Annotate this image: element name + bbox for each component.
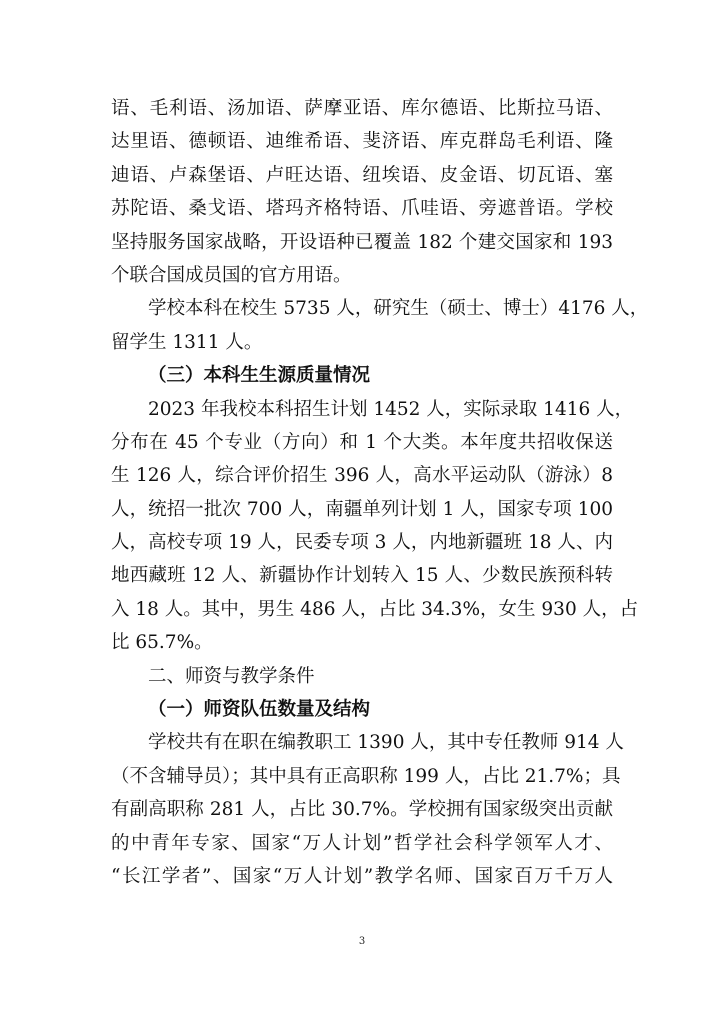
paragraph-line: 个联合国成员国的官方用语。 [111, 264, 352, 286]
paragraph-line: 生 126 人，综合评价招生 396 人，高水平运动队（游泳）8 [111, 465, 613, 487]
paragraph-line: 有副高职称 281 人，占比 30.7%。学校拥有国家级突出贡献 [111, 799, 613, 821]
page-number: 3 [358, 936, 366, 947]
paragraph-line: 2023 年我校本科招生计划 1452 人，实际录取 1416 人， [148, 398, 634, 420]
section-heading: （三）本科生生源质量情况 [148, 365, 371, 387]
document-body [111, 92, 649, 893]
paragraph-line: 人，高校专项 19 人，民委专项 3 人，内地新疆班 18 人、内 [111, 532, 613, 554]
paragraph-line: 地西藏班 12 人、新疆协作计划转入 15 人、少数民族预科转 [111, 565, 613, 587]
paragraph-line: “长江学者”、国家“万人计划”教学名师、国家百万千万人 [111, 865, 613, 887]
paragraph-line: 比 65.7%。 [111, 632, 213, 654]
paragraph-line: 迪语、卢森堡语、卢旺达语、纽埃语、皮金语、切瓦语、塞 [111, 164, 613, 186]
paragraph-line: 留学生 1311 人。 [111, 331, 263, 353]
paragraph-line: 达里语、德顿语、迪维希语、斐济语、库克群岛毛利语、隆 [111, 131, 613, 153]
paragraph-line: （不含辅导员）；其中具有正高职称 199 人，占比 21.7%；具 [111, 765, 621, 787]
paragraph-line: 学校本科在校生 5735 人，研究生（硕士、博士）4176 人， [148, 298, 649, 320]
paragraph-line: 人，统招一批次 700 人，南疆单列计划 1 人，国家专项 100 [111, 498, 613, 520]
paragraph-line: 语、毛利语、汤加语、萨摩亚语、库尔德语、比斯拉马语、 [111, 98, 613, 119]
paragraph-line: 坚持服务国家战略，开设语种已覆盖 182 个建交国家和 193 [111, 231, 613, 253]
chapter-heading: 二、师资与教学条件 [148, 665, 315, 687]
paragraph-line: 入 18 人。其中，男生 486 人，占比 34.3%，女生 930 人，占 [111, 598, 639, 620]
section-heading: （一）师资队伍数量及结构 [148, 699, 371, 721]
paragraph-line: 分布在 45 个专业（方向）和 1 个大类。本年度共招收保送 [111, 431, 613, 453]
paragraph-line: 的中青年专家、国家“万人计划”哲学社会科学领军人才、 [111, 832, 613, 854]
paragraph-line: 苏陀语、桑戈语、塔玛齐格特语、爪哇语、旁遮普语。学校 [111, 198, 613, 220]
paragraph-line: 学校共有在职在编教职工 1390 人，其中专任教师 914 人 [148, 732, 624, 754]
